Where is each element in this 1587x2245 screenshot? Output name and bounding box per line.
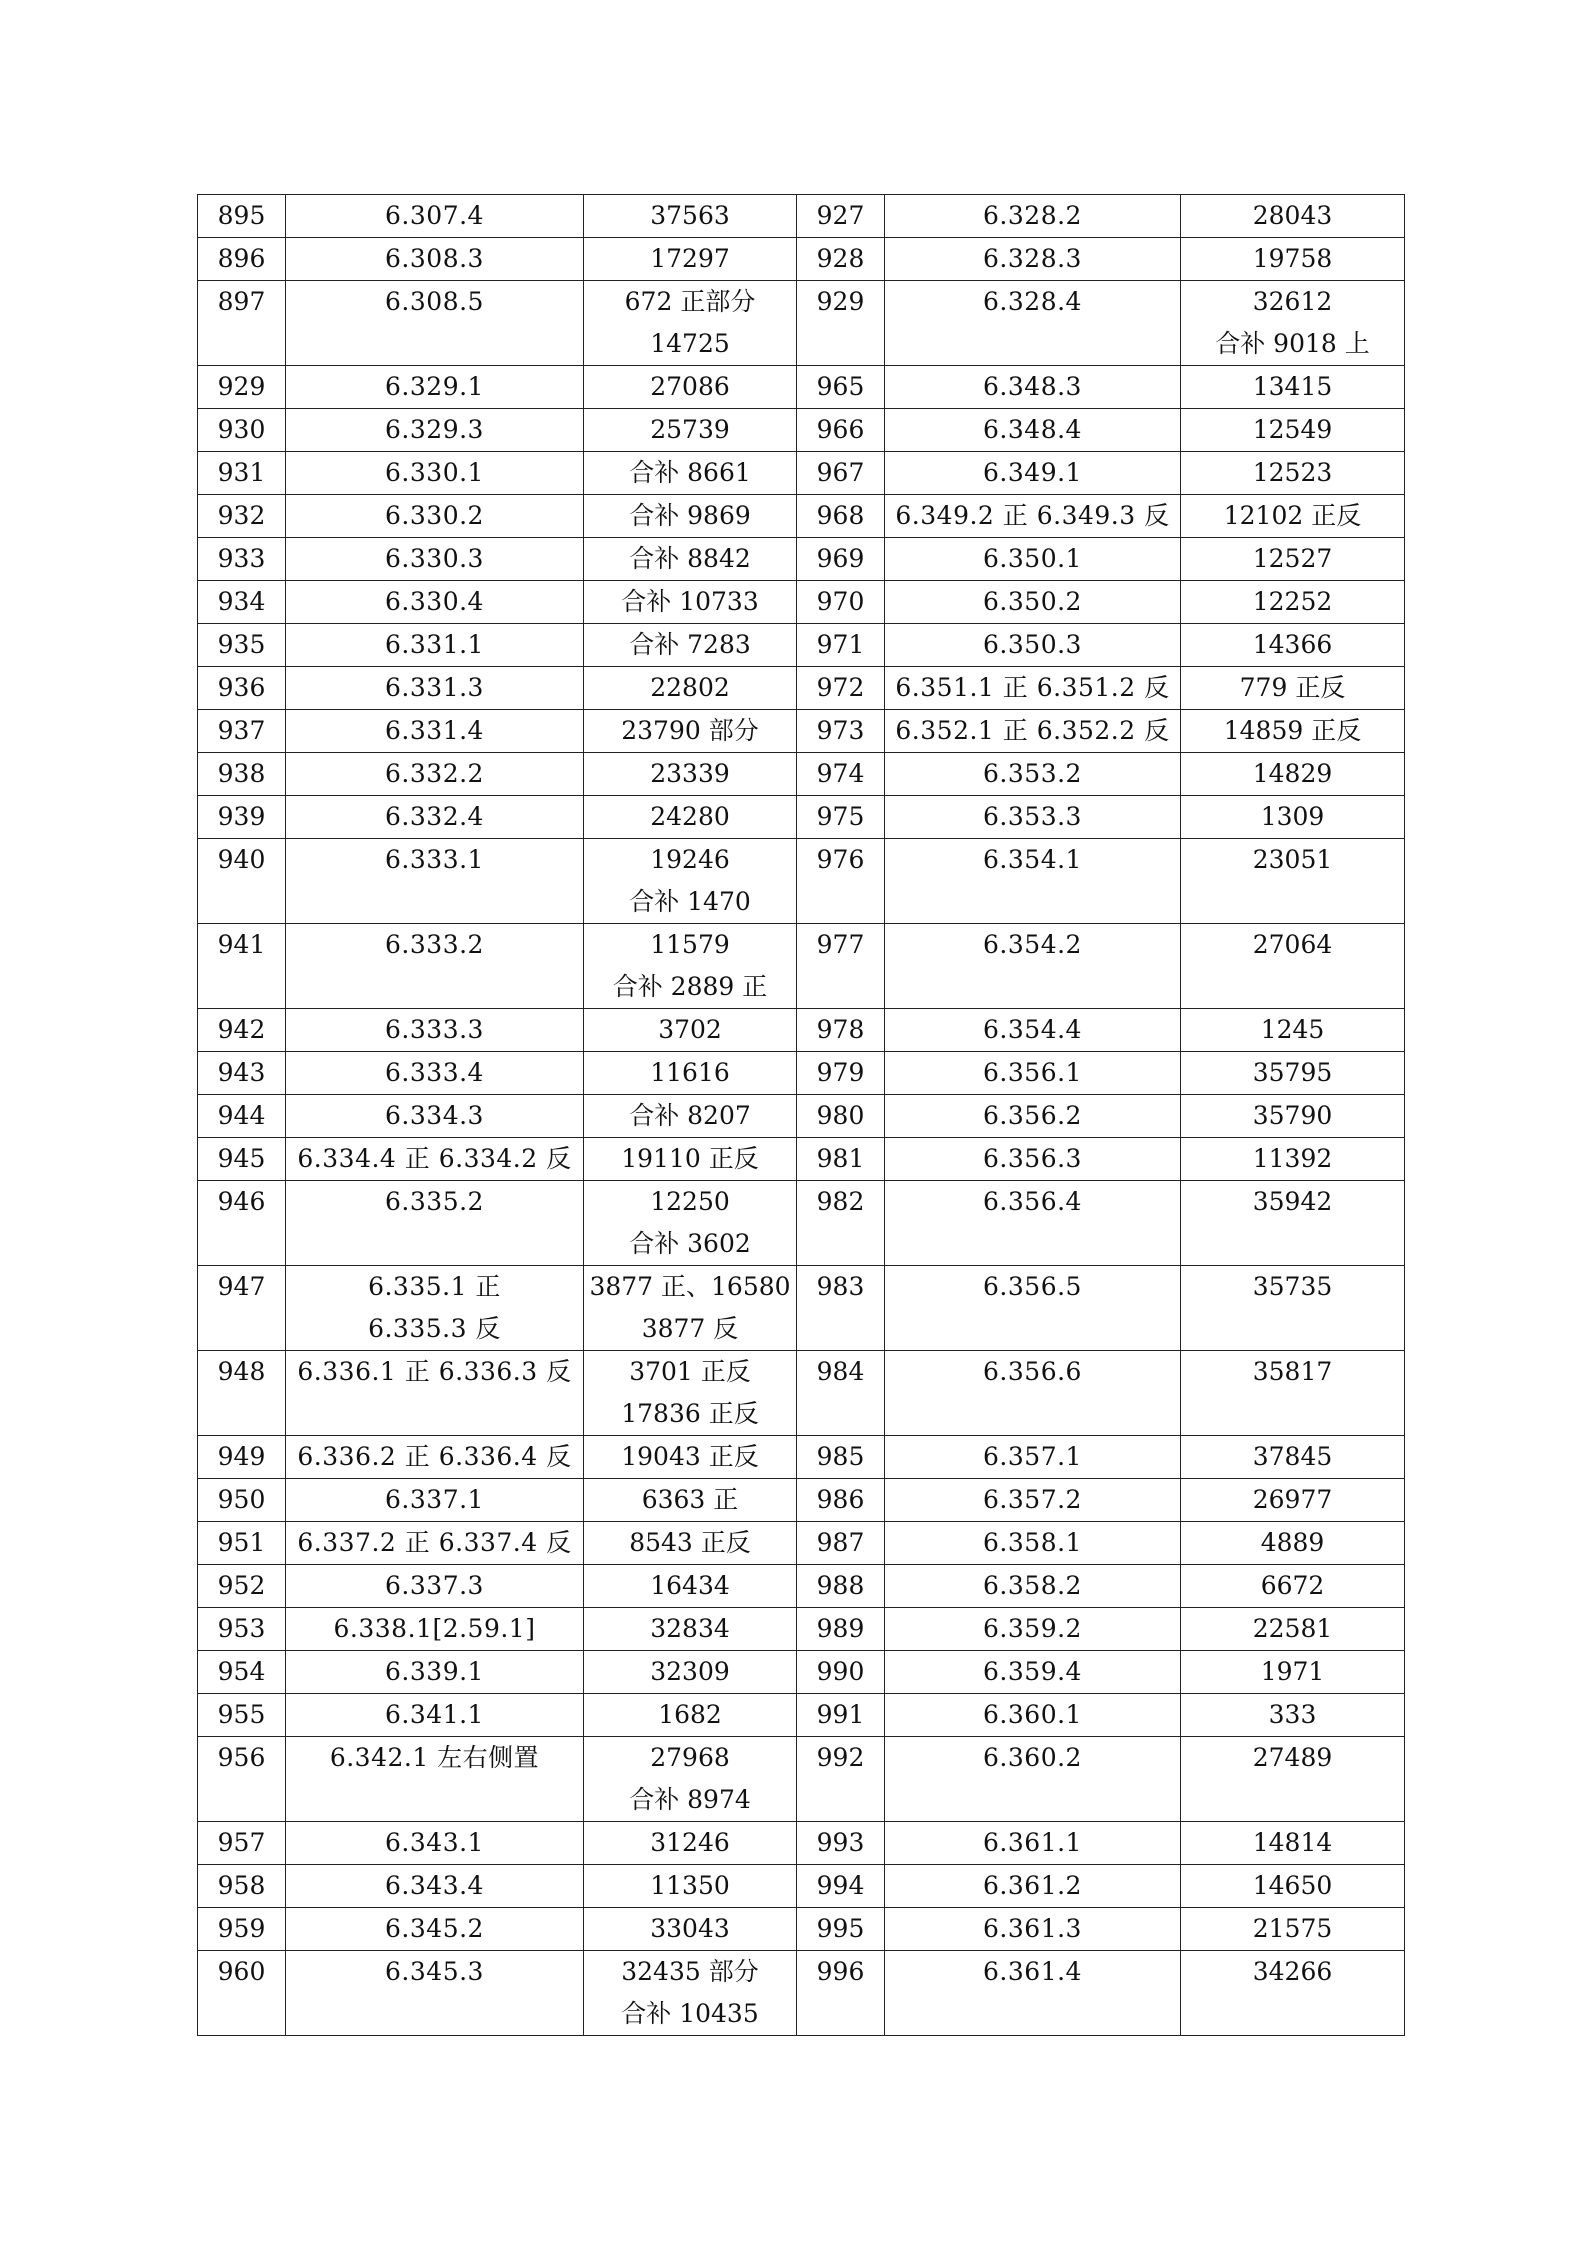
right-reference-cell: 35942 [1181,1181,1405,1266]
left-number-cell: 932 [198,495,286,538]
right-reference-cell: 333 [1181,1694,1405,1737]
left-code-cell: 6.333.4 [286,1052,584,1095]
left-code-cell: 6.330.4 [286,581,584,624]
left-code-cell: 6.337.3 [286,1565,584,1608]
right-number-cell: 967 [797,452,885,495]
right-reference-cell: 6672 [1181,1565,1405,1608]
right-number-cell: 996 [797,1951,885,2036]
right-code-cell: 6.356.2 [885,1095,1181,1138]
left-reference-cell: 合补 10733 [584,581,797,624]
left-reference-cell: 6363 正 [584,1479,797,1522]
left-number-cell: 941 [198,924,286,1009]
right-number-cell: 928 [797,238,885,281]
left-number-cell: 933 [198,538,286,581]
right-number-cell: 974 [797,753,885,796]
left-reference-cell: 37563 [584,195,797,238]
left-reference-cell: 合补 7283 [584,624,797,667]
left-reference-cell: 11616 [584,1052,797,1095]
left-code-cell: 6.330.3 [286,538,584,581]
left-code-cell: 6.336.2 正 6.336.4 反 [286,1436,584,1479]
right-number-cell: 990 [797,1651,885,1694]
left-number-cell: 934 [198,581,286,624]
right-number-cell: 994 [797,1865,885,1908]
right-number-cell: 977 [797,924,885,1009]
left-number-cell: 942 [198,1009,286,1052]
right-reference-cell: 28043 [1181,195,1405,238]
left-number-cell: 945 [198,1138,286,1181]
right-code-cell: 6.356.3 [885,1138,1181,1181]
left-code-cell: 6.336.1 正 6.336.3 反 [286,1351,584,1436]
left-code-cell: 6.308.3 [286,238,584,281]
right-code-cell: 6.350.1 [885,538,1181,581]
table-row [198,1822,1405,1865]
right-reference-cell: 12523 [1181,452,1405,495]
table-row [198,538,1405,581]
table-row [198,839,1405,924]
table-body [198,195,1405,2036]
right-number-cell: 929 [797,281,885,366]
right-number-cell: 981 [797,1138,885,1181]
right-code-cell: 6.360.2 [885,1737,1181,1822]
right-number-cell: 991 [797,1694,885,1737]
left-reference-cell: 23339 [584,753,797,796]
left-code-cell: 6.332.4 [286,796,584,839]
left-code-cell: 6.335.1 正 6.335.3 反 [286,1266,584,1351]
left-code-cell: 6.331.3 [286,667,584,710]
table-row [198,1052,1405,1095]
left-reference-cell: 24280 [584,796,797,839]
left-number-cell: 897 [198,281,286,366]
left-reference-cell: 合补 9869 [584,495,797,538]
left-reference-cell: 32834 [584,1608,797,1651]
right-number-cell: 995 [797,1908,885,1951]
left-number-cell: 959 [198,1908,286,1951]
left-code-cell: 6.331.1 [286,624,584,667]
right-number-cell: 979 [797,1052,885,1095]
right-code-cell: 6.356.1 [885,1052,1181,1095]
left-code-cell: 6.339.1 [286,1651,584,1694]
table-row [198,1138,1405,1181]
left-number-cell: 938 [198,753,286,796]
left-code-cell: 6.337.2 正 6.337.4 反 [286,1522,584,1565]
right-reference-cell: 37845 [1181,1436,1405,1479]
right-number-cell: 976 [797,839,885,924]
right-code-cell: 6.352.1 正 6.352.2 反 [885,710,1181,753]
table-row [198,495,1405,538]
left-code-cell: 6.307.4 [286,195,584,238]
table-row [198,1181,1405,1266]
right-code-cell: 6.351.1 正 6.351.2 反 [885,667,1181,710]
right-number-cell: 968 [797,495,885,538]
table-row [198,1522,1405,1565]
table-row [198,452,1405,495]
table-row [198,753,1405,796]
right-code-cell: 6.356.6 [885,1351,1181,1436]
left-code-cell: 6.333.1 [286,839,584,924]
left-reference-cell: 22802 [584,667,797,710]
left-code-cell: 6.343.1 [286,1822,584,1865]
table-row [198,1608,1405,1651]
left-number-cell: 937 [198,710,286,753]
right-code-cell: 6.361.1 [885,1822,1181,1865]
right-number-cell: 985 [797,1436,885,1479]
left-code-cell: 6.337.1 [286,1479,584,1522]
left-reference-cell: 672 正部分 14725 [584,281,797,366]
right-code-cell: 6.354.2 [885,924,1181,1009]
right-reference-cell: 19758 [1181,238,1405,281]
right-reference-cell: 12102 正反 [1181,495,1405,538]
right-number-cell: 973 [797,710,885,753]
right-number-cell: 986 [797,1479,885,1522]
right-number-cell: 992 [797,1737,885,1822]
table-row [198,924,1405,1009]
left-code-cell: 6.329.1 [286,366,584,409]
left-reference-cell: 23790 部分 [584,710,797,753]
left-code-cell: 6.335.2 [286,1181,584,1266]
right-reference-cell: 14650 [1181,1865,1405,1908]
table-row [198,667,1405,710]
left-reference-cell: 17297 [584,238,797,281]
right-reference-cell: 22581 [1181,1608,1405,1651]
left-number-cell: 944 [198,1095,286,1138]
left-code-cell: 6.345.2 [286,1908,584,1951]
left-reference-cell: 33043 [584,1908,797,1951]
left-number-cell: 936 [198,667,286,710]
left-reference-cell: 19246 合补 1470 [584,839,797,924]
left-code-cell: 6.331.4 [286,710,584,753]
left-code-cell: 6.338.1[2.59.1] [286,1608,584,1651]
right-number-cell: 927 [797,195,885,238]
right-code-cell: 6.361.3 [885,1908,1181,1951]
left-reference-cell: 3877 正、16580 3877 反 [584,1266,797,1351]
left-number-cell: 943 [198,1052,286,1095]
left-number-cell: 955 [198,1694,286,1737]
right-code-cell: 6.350.2 [885,581,1181,624]
table-row [198,624,1405,667]
left-reference-cell: 27968 合补 8974 [584,1737,797,1822]
right-reference-cell: 1309 [1181,796,1405,839]
left-number-cell: 960 [198,1951,286,2036]
right-reference-cell: 4889 [1181,1522,1405,1565]
left-code-cell: 6.333.2 [286,924,584,1009]
left-code-cell: 6.332.2 [286,753,584,796]
left-number-cell: 947 [198,1266,286,1351]
right-reference-cell: 12252 [1181,581,1405,624]
right-reference-cell: 13415 [1181,366,1405,409]
table-row [198,409,1405,452]
left-reference-cell: 合补 8661 [584,452,797,495]
left-code-cell: 6.334.4 正 6.334.2 反 [286,1138,584,1181]
table-row [198,1565,1405,1608]
table-row [198,195,1405,238]
left-reference-cell: 19043 正反 [584,1436,797,1479]
left-reference-cell: 16434 [584,1565,797,1608]
left-number-cell: 935 [198,624,286,667]
left-number-cell: 896 [198,238,286,281]
table-row [198,1951,1405,2036]
right-reference-cell: 14829 [1181,753,1405,796]
right-reference-cell: 14859 正反 [1181,710,1405,753]
table-row [198,1009,1405,1052]
right-number-cell: 989 [797,1608,885,1651]
right-code-cell: 6.328.2 [885,195,1181,238]
right-reference-cell: 14366 [1181,624,1405,667]
right-reference-cell: 21575 [1181,1908,1405,1951]
left-reference-cell: 合补 8842 [584,538,797,581]
left-code-cell: 6.330.2 [286,495,584,538]
left-reference-cell: 11579 合补 2889 正 [584,924,797,1009]
left-number-cell: 929 [198,366,286,409]
left-reference-cell: 31246 [584,1822,797,1865]
left-reference-cell: 32435 部分 合补 10435 [584,1951,797,2036]
left-number-cell: 957 [198,1822,286,1865]
left-number-cell: 940 [198,839,286,924]
left-code-cell: 6.334.3 [286,1095,584,1138]
left-reference-cell: 合补 8207 [584,1095,797,1138]
table-row [198,238,1405,281]
right-number-cell: 987 [797,1522,885,1565]
table-row [198,1865,1405,1908]
left-number-cell: 930 [198,409,286,452]
right-code-cell: 6.356.5 [885,1266,1181,1351]
right-number-cell: 975 [797,796,885,839]
left-number-cell: 951 [198,1522,286,1565]
table-row [198,796,1405,839]
right-code-cell: 6.354.4 [885,1009,1181,1052]
right-code-cell: 6.359.4 [885,1651,1181,1694]
left-code-cell: 6.308.5 [286,281,584,366]
right-reference-cell: 35790 [1181,1095,1405,1138]
left-reference-cell: 27086 [584,366,797,409]
left-number-cell: 956 [198,1737,286,1822]
right-code-cell: 6.357.2 [885,1479,1181,1522]
left-reference-cell: 11350 [584,1865,797,1908]
left-reference-cell: 32309 [584,1651,797,1694]
right-code-cell: 6.350.3 [885,624,1181,667]
left-code-cell: 6.333.3 [286,1009,584,1052]
right-reference-cell: 35817 [1181,1351,1405,1436]
left-number-cell: 954 [198,1651,286,1694]
table-row [198,1651,1405,1694]
right-code-cell: 6.353.2 [885,753,1181,796]
right-number-cell: 965 [797,366,885,409]
left-number-cell: 958 [198,1865,286,1908]
table-row [198,1479,1405,1522]
table-row [198,1351,1405,1436]
right-code-cell: 6.349.1 [885,452,1181,495]
catalog-table [197,194,1405,2036]
right-reference-cell: 12527 [1181,538,1405,581]
left-number-cell: 895 [198,195,286,238]
left-number-cell: 950 [198,1479,286,1522]
right-code-cell: 6.358.2 [885,1565,1181,1608]
left-code-cell: 6.343.4 [286,1865,584,1908]
left-number-cell: 952 [198,1565,286,1608]
left-number-cell: 953 [198,1608,286,1651]
left-reference-cell: 19110 正反 [584,1138,797,1181]
table-row [198,1436,1405,1479]
right-reference-cell: 11392 [1181,1138,1405,1181]
right-code-cell: 6.360.1 [885,1694,1181,1737]
table-row [198,1737,1405,1822]
table-row [198,1908,1405,1951]
left-reference-cell: 12250 合补 3602 [584,1181,797,1266]
right-code-cell: 6.358.1 [885,1522,1181,1565]
right-number-cell: 969 [797,538,885,581]
table-row [198,366,1405,409]
right-code-cell: 6.349.2 正 6.349.3 反 [885,495,1181,538]
right-number-cell: 993 [797,1822,885,1865]
right-number-cell: 978 [797,1009,885,1052]
right-number-cell: 971 [797,624,885,667]
right-code-cell: 6.354.1 [885,839,1181,924]
table-row [198,1266,1405,1351]
right-code-cell: 6.328.4 [885,281,1181,366]
left-code-cell: 6.330.1 [286,452,584,495]
left-reference-cell: 1682 [584,1694,797,1737]
right-reference-cell: 27064 [1181,924,1405,1009]
right-code-cell: 6.356.4 [885,1181,1181,1266]
right-reference-cell: 23051 [1181,839,1405,924]
left-number-cell: 948 [198,1351,286,1436]
left-reference-cell: 25739 [584,409,797,452]
right-reference-cell: 1971 [1181,1651,1405,1694]
left-reference-cell: 8543 正反 [584,1522,797,1565]
right-number-cell: 980 [797,1095,885,1138]
right-code-cell: 6.361.4 [885,1951,1181,2036]
right-reference-cell: 34266 [1181,1951,1405,2036]
right-reference-cell: 779 正反 [1181,667,1405,710]
right-reference-cell: 1245 [1181,1009,1405,1052]
right-code-cell: 6.353.3 [885,796,1181,839]
right-code-cell: 6.357.1 [885,1436,1181,1479]
table-row [198,581,1405,624]
right-reference-cell: 35735 [1181,1266,1405,1351]
table-row [198,1694,1405,1737]
left-code-cell: 6.329.3 [286,409,584,452]
right-reference-cell: 27489 [1181,1737,1405,1822]
right-number-cell: 970 [797,581,885,624]
left-number-cell: 949 [198,1436,286,1479]
left-code-cell: 6.345.3 [286,1951,584,2036]
right-number-cell: 983 [797,1266,885,1351]
right-code-cell: 6.328.3 [885,238,1181,281]
right-reference-cell: 14814 [1181,1822,1405,1865]
right-reference-cell: 12549 [1181,409,1405,452]
left-code-cell: 6.342.1 左右侧置 [286,1737,584,1822]
right-code-cell: 6.348.3 [885,366,1181,409]
left-number-cell: 939 [198,796,286,839]
table-row [198,1095,1405,1138]
left-reference-cell: 3701 正反 17836 正反 [584,1351,797,1436]
right-code-cell: 6.359.2 [885,1608,1181,1651]
left-number-cell: 946 [198,1181,286,1266]
table-row [198,710,1405,753]
right-number-cell: 988 [797,1565,885,1608]
right-number-cell: 982 [797,1181,885,1266]
right-reference-cell: 35795 [1181,1052,1405,1095]
table-row [198,281,1405,366]
left-reference-cell: 3702 [584,1009,797,1052]
right-reference-cell: 32612 合补 9018 上 [1181,281,1405,366]
right-reference-cell: 26977 [1181,1479,1405,1522]
right-number-cell: 966 [797,409,885,452]
right-code-cell: 6.361.2 [885,1865,1181,1908]
left-number-cell: 931 [198,452,286,495]
right-number-cell: 984 [797,1351,885,1436]
right-number-cell: 972 [797,667,885,710]
right-code-cell: 6.348.4 [885,409,1181,452]
left-code-cell: 6.341.1 [286,1694,584,1737]
